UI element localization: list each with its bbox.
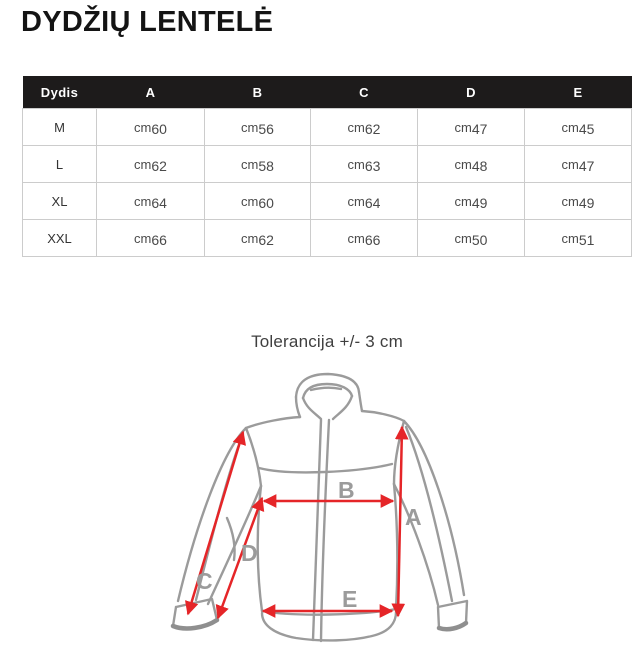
value-cell: cm62: [311, 109, 418, 146]
value-cell: cm48: [418, 146, 525, 183]
value-cell: cm60: [205, 183, 311, 220]
measurement-label-d: D: [241, 540, 258, 566]
value-cell: cm63: [311, 146, 418, 183]
header-cell-e: E: [525, 76, 632, 109]
measurement-label-e: E: [342, 586, 358, 612]
jacket-outline: [173, 374, 467, 641]
page-title: DYDŽIŲ LENTELĖ: [21, 6, 274, 38]
value-cell: cm49: [418, 183, 525, 220]
header-cell-dydis: Dydis: [23, 76, 97, 109]
measurement-arrows: [188, 427, 402, 618]
header-cell-c: C: [311, 76, 418, 109]
size-cell: L: [23, 146, 97, 183]
size-cell: M: [23, 109, 97, 146]
header-cell-b: B: [205, 76, 311, 109]
value-cell: cm47: [525, 146, 632, 183]
measurement-arrow-a: [398, 427, 402, 616]
value-cell: cm64: [97, 183, 205, 220]
measurement-labels: [196, 477, 422, 612]
value-cell: cm64: [311, 183, 418, 220]
value-cell: cm47: [418, 109, 525, 146]
value-cell: cm49: [525, 183, 632, 220]
value-cell: cm62: [97, 146, 205, 183]
value-cell: cm60: [97, 109, 205, 146]
value-cell: cm66: [311, 220, 418, 257]
measurement-label-c: C: [196, 568, 213, 594]
value-cell: cm66: [97, 220, 205, 257]
value-cell: cm62: [205, 220, 311, 257]
value-cell: cm56: [205, 109, 311, 146]
value-cell: cm58: [205, 146, 311, 183]
header-cell-a: A: [97, 76, 205, 109]
value-cell: cm50: [418, 220, 525, 257]
tolerance-note: Tolerancija +/- 3 cm: [251, 332, 403, 351]
measurement-label-b: B: [338, 477, 355, 503]
size-cell: XL: [23, 183, 97, 220]
value-cell: cm51: [525, 220, 632, 257]
measurement-label-a: A: [405, 504, 422, 530]
header-cell-d: D: [418, 76, 525, 109]
size-cell: XXL: [23, 220, 97, 257]
value-cell: cm45: [525, 109, 632, 146]
